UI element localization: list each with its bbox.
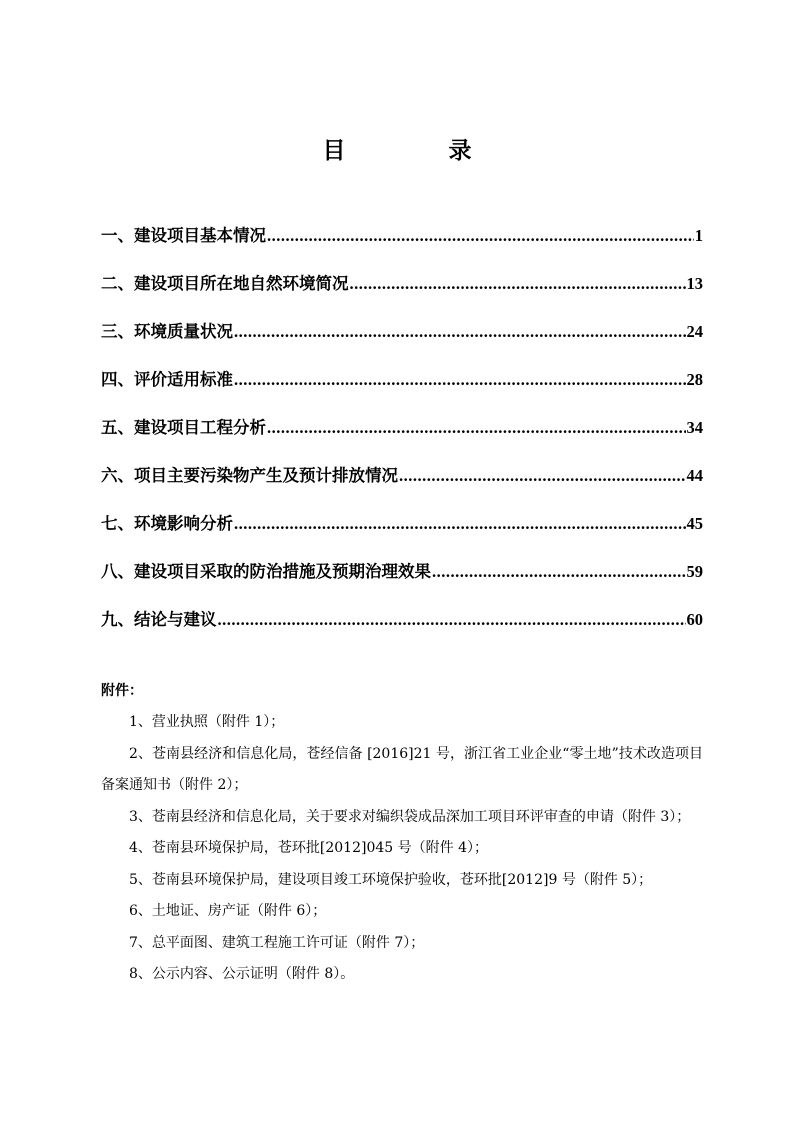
toc-entry-label: 三、环境质量状况 <box>101 322 233 341</box>
attachment-item: 3、苍南县经济和信息化局，关于要求对编织袋成品深加工项目环评审查的申请（附件 3）； <box>129 808 691 825</box>
toc-entry-page: 13 <box>686 274 703 293</box>
toc-entry-label: 四、评价适用标准 <box>101 370 233 389</box>
attachment-item: 1、营业执照（附件 1）； <box>129 714 285 730</box>
toc-dot-leader <box>399 462 686 490</box>
toc-dot-leader <box>234 510 686 538</box>
toc-entry-page: 1 <box>694 226 703 245</box>
toc-entry[interactable] <box>101 222 703 270</box>
attachment-item: 2、苍南县经济和信息化局，苍经信备 [2016]21 号，浙江省工业企业“零土地”技术改造项目备案通知书（附件 2）； <box>101 745 703 793</box>
toc-dot-leader <box>432 558 686 586</box>
toc-entry-page: 59 <box>686 562 703 581</box>
toc-entry-label: 五、建设项目工程分析 <box>101 418 266 437</box>
attachment-item: 4、苍南县环境保护局，苍环批[2012]045 号（附件 4）； <box>129 840 488 856</box>
toc-dot-leader <box>267 414 686 442</box>
toc-entry-page: 34 <box>686 418 703 437</box>
toc-entry[interactable] <box>101 606 703 654</box>
toc-entry-label: 六、项目主要污染物产生及预计排放情况 <box>101 466 398 485</box>
toc-entry-label: 八、建设项目采取的防治措施及预期治理效果 <box>101 562 431 581</box>
toc-entry-page: 45 <box>686 514 703 533</box>
page-title: 目 录 <box>322 137 512 164</box>
attachment-item: 5、苍南县环境保护局，建设项目竣工环境保护验收，苍环批[2012]9 号（附件 5）； <box>129 871 653 888</box>
toc-entry-label: 一、建设项目基本情况 <box>101 226 266 245</box>
toc-dot-leader <box>267 222 694 250</box>
toc-dot-leader <box>234 318 686 346</box>
toc-dot-leader <box>350 270 686 298</box>
toc-entry[interactable] <box>101 270 703 318</box>
toc-entry[interactable] <box>101 510 703 558</box>
toc-entry-label: 九、结论与建议 <box>101 610 217 629</box>
toc-entry-label: 七、环境影响分析 <box>101 514 233 533</box>
toc-entry-page: 28 <box>686 370 703 389</box>
toc-entry[interactable] <box>101 318 703 366</box>
toc-entry-page: 60 <box>686 610 703 629</box>
toc-dot-leader <box>234 366 686 394</box>
attachment-item: 6、土地证、房产证（附件 6）； <box>129 903 327 919</box>
toc-entry-label: 二、建设项目所在地自然环境简况 <box>101 274 349 293</box>
toc-entry[interactable] <box>101 558 703 606</box>
toc-entry[interactable] <box>101 462 703 510</box>
table-of-contents <box>101 222 703 654</box>
toc-dot-leader <box>218 606 686 634</box>
toc-entry-page: 24 <box>686 322 703 341</box>
toc-entry-page: 44 <box>686 466 703 485</box>
attachments-list <box>101 707 703 991</box>
toc-entry[interactable] <box>101 414 703 462</box>
attachment-item: 8、公示内容、公示证明（附件 8）。 <box>129 966 355 982</box>
toc-entry[interactable] <box>101 366 703 414</box>
attachment-item: 7、总平面图、建筑工程施工许可证（附件 7）； <box>129 934 425 951</box>
attachments-heading: 附件： <box>101 683 143 699</box>
